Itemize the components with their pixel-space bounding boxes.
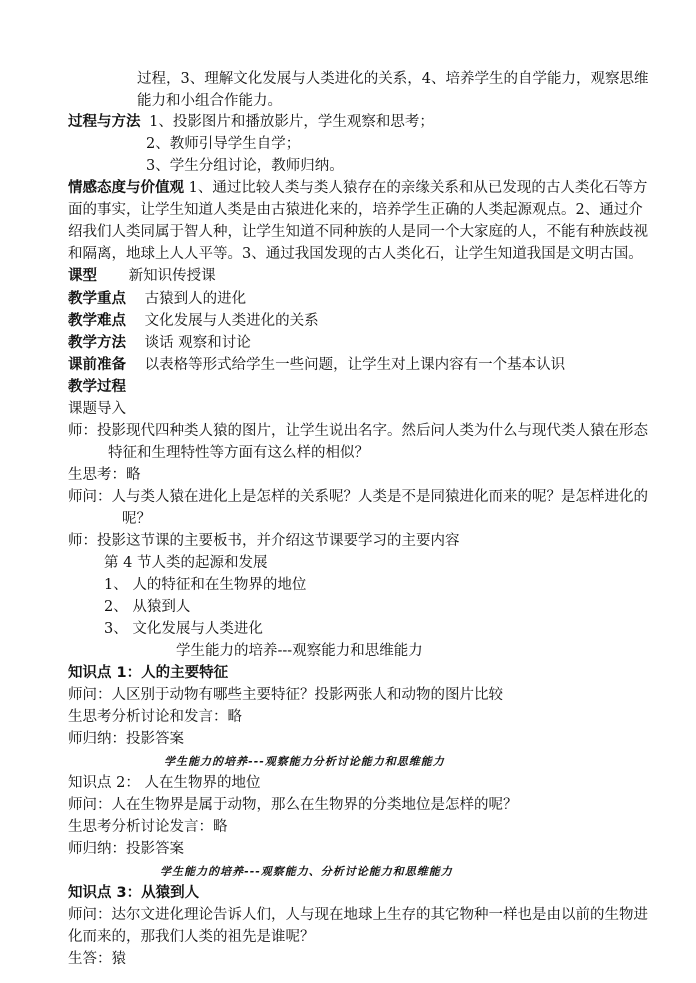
section-text: 文化发展与人类进化的关系 bbox=[144, 313, 319, 329]
text-line: 化而来的，那我们人类的祖先是谁呢？ bbox=[68, 929, 315, 945]
text-line: 师问：人在生物界是属于动物，那么在生物界的分类地位是怎样的呢？ bbox=[68, 797, 518, 813]
knowledge-point-heading: 知识点 1：人的主要特征 bbox=[68, 665, 229, 681]
text-line: 师问：人与类人猿在进化上是怎样的关系呢？人类是不是同猿进化而来的呢？是怎样进化的 bbox=[68, 489, 648, 505]
text-line: 和隔离，地球上人人平等。3、通过我国发现的古人类化石，让学生知道我国是文明古国。 bbox=[68, 246, 643, 262]
text-line: 能力和小组合作能力。 bbox=[137, 93, 282, 109]
text-line bbox=[68, 111, 434, 133]
text-line: 绍我们人类同属于智人种，让学生知道不同种族的人是同一个大家庭的人，不能有种族歧视 bbox=[68, 224, 648, 240]
list-item: 2、 从猿到人 bbox=[104, 599, 191, 615]
section-text: 1、投影图片和播放影片，学生观察和思考； bbox=[149, 114, 434, 130]
list-item: 1、 人的特征和在生物界的地位 bbox=[104, 577, 307, 593]
text-line bbox=[68, 288, 246, 310]
text-line: 师：投影这节课的主要板书，并介绍这节课要学习的主要内容 bbox=[68, 533, 460, 549]
section-label: 教学重点 bbox=[68, 291, 126, 307]
section-text: 古猿到人的进化 bbox=[144, 291, 247, 307]
text-line bbox=[68, 265, 216, 287]
text-line: 特征和生理特性等方面有这么样的相似？ bbox=[108, 445, 369, 461]
section-label: 教学方法 bbox=[68, 335, 126, 351]
text-line: 课题导入 bbox=[68, 401, 126, 417]
section-text: 1、通过比较人类与类人猿存在的亲缘关系和从已发现的古人类化石等方 bbox=[188, 180, 648, 196]
section-label: 过程与方法 bbox=[68, 114, 141, 130]
section-text: 以表格等形式给学生一些问题，让学生对上课内容有一个基本认识 bbox=[144, 357, 566, 373]
text-line: 生思考分析讨论发言：略 bbox=[68, 819, 228, 835]
text-line: 过程，3、理解文化发展与人类进化的关系，4、培养学生的自学能力，观察思维 bbox=[137, 71, 649, 87]
text-line: 面的事实，让学生知道人类是由古猿进化来的，培养学生正确的人类起源观点。2、通过介 bbox=[68, 202, 643, 218]
text-line: 2、教师引导学生自学； bbox=[146, 136, 301, 152]
ability-note: 学生能力的培养---观察能力、分析讨论能力和思维能力 bbox=[160, 865, 453, 878]
text-line: 生思考：略 bbox=[68, 467, 141, 483]
section-label: 情感态度与价值观 bbox=[68, 180, 184, 196]
section-heading: 教学过程 bbox=[68, 379, 126, 395]
text-line bbox=[68, 332, 251, 354]
text-line bbox=[68, 177, 647, 199]
text-line bbox=[68, 310, 319, 332]
knowledge-point-heading: 知识点 3：从猿到人 bbox=[68, 885, 200, 901]
section-label: 教学难点 bbox=[68, 313, 126, 329]
text-line: 呢？ bbox=[122, 511, 151, 527]
text-line: 第 4 节人类的起源和发展 bbox=[104, 555, 268, 571]
list-item: 3、 文化发展与人类进化 bbox=[104, 621, 263, 637]
text-line: 师归纳：投影答案 bbox=[68, 731, 184, 747]
text-line: 生思考分析讨论和发言：略 bbox=[68, 709, 242, 725]
ability-note: 学生能力的培养---观察能力分析讨论能力和思维能力 bbox=[164, 755, 445, 768]
ability-note: 学生能力的培养---观察能力和思维能力 bbox=[176, 643, 423, 659]
section-text: 谈话 观察和讨论 bbox=[144, 335, 251, 351]
section-label: 课型 bbox=[68, 268, 97, 284]
text-line: 3、学生分组讨论，教师归纳。 bbox=[146, 158, 344, 174]
text-line: 师归纳：投影答案 bbox=[68, 841, 184, 857]
text-line: 师问：人区别于动物有哪些主要特征？投影两张人和动物的图片比较 bbox=[68, 687, 503, 703]
section-label: 课前准备 bbox=[68, 357, 126, 373]
knowledge-point-heading: 知识点 2： 人在生物界的地位 bbox=[68, 775, 261, 791]
text-line: 师问：达尔文进化理论告诉人们，人与现在地球上生存的其它物种一样也是由以前的生物进 bbox=[68, 907, 648, 923]
text-line: 生答：猿 bbox=[68, 951, 126, 967]
text-line: 师：投影现代四种类人猿的图片，让学生说出名字。然后问人类为什么与现代类人猿在形态 bbox=[68, 423, 648, 439]
section-text: 新知识传授课 bbox=[128, 268, 216, 284]
text-line bbox=[68, 354, 565, 376]
